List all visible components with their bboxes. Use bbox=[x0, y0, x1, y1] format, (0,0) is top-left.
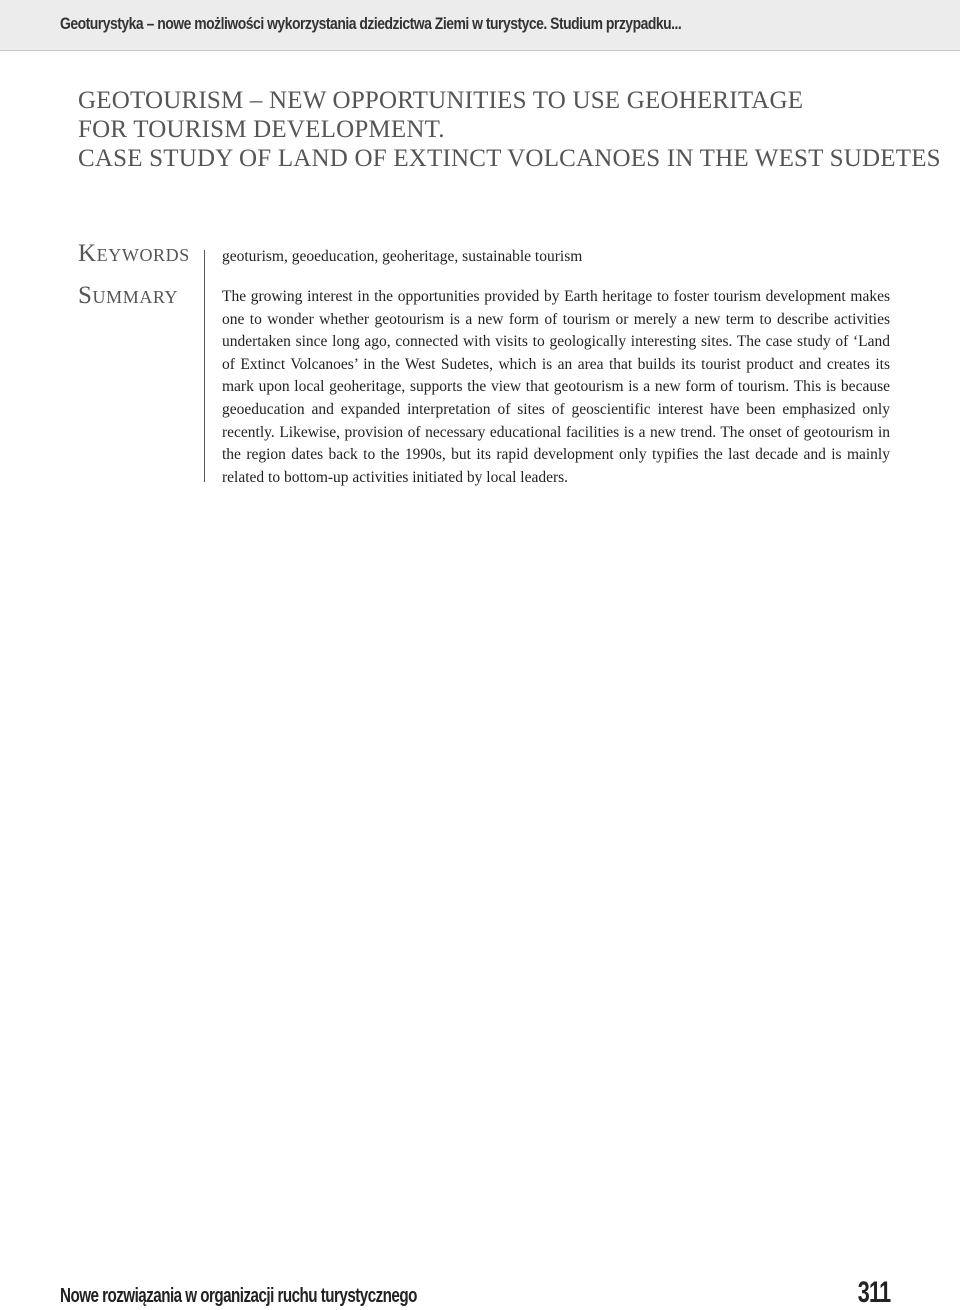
article-title bbox=[78, 86, 941, 173]
keywords-text: geoturism, geoeducation, geoheritage, sustainable tourism bbox=[222, 248, 583, 265]
footer-publication-title: Nowe rozwiązania w organizacji ruchu turystycznego bbox=[60, 1285, 417, 1307]
summary-text: The growing interest in the opportunities provided by Earth heritage to foster tourism development makes one to wonder whether geotourism is a new form of tourism or merely a new term to describe activities undertaken since long ago, connected with visits to geologically interesting sites. The case study of ‘Land of Extinct Volcanoes’ in the West Sudetes, which is an area that builds its tourist product and creates its mark upon local geoheritage, supports the view that geotourism is a new form of tourism. This is because geoeducation and expanded interpretation of sites of geoscientific interest have been emphasized only recently. Likewise, provision of necessary educational facilities is a new trend. The onset of geotourism in the region dates back to the 1990s, but its rapid development only typifies the last decade and is mainly related to bottom-up activities initiated by local leaders. bbox=[222, 288, 890, 486]
article-title-line-3: CASE STUDY OF LAND OF EXTINCT VOLCANOES IN THE WEST SUDETES bbox=[78, 145, 941, 172]
article-title-line-1: GEOTOURISM – NEW OPPORTUNITIES TO USE GEOHERITAGE bbox=[78, 87, 804, 114]
keywords-label: Keywords bbox=[78, 240, 190, 267]
article-title-line-2: FOR TOURISM DEVELOPMENT. bbox=[78, 116, 445, 143]
page-number: 311 bbox=[857, 1276, 890, 1309]
running-header bbox=[0, 0, 960, 51]
running-header-title: Geoturystyka – nowe możliwości wykorzystania dziedzictwa Ziemi w turystyce. Studium przypadku... bbox=[60, 14, 682, 33]
section-divider bbox=[204, 250, 205, 482]
summary-label: Summary bbox=[78, 282, 179, 309]
